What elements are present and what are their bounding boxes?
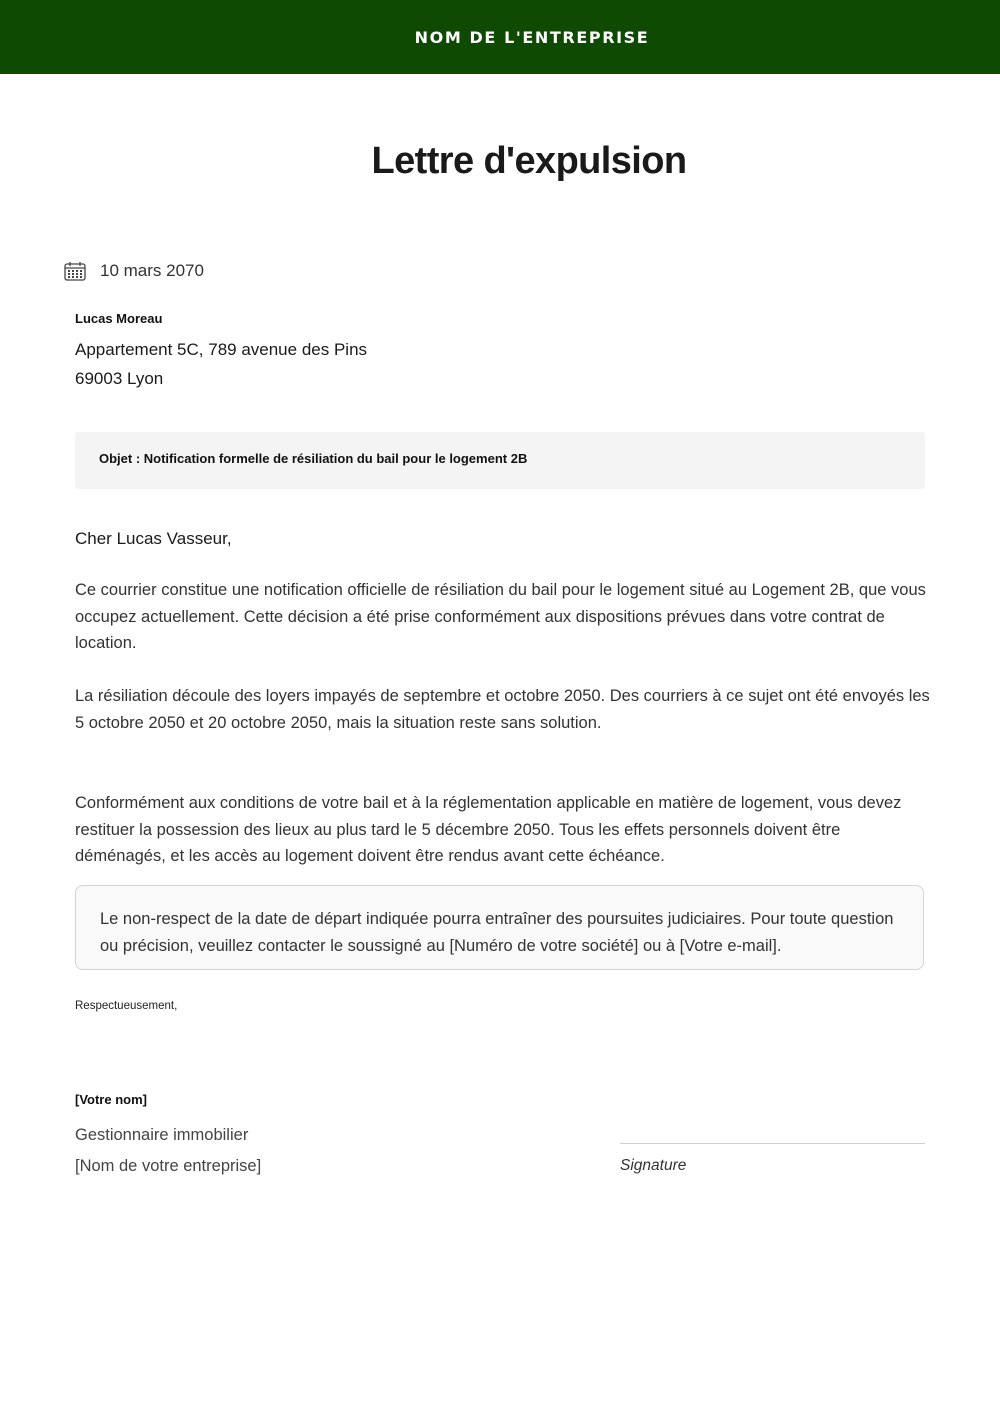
page-title: Lettre d'expulsion <box>371 140 687 182</box>
body-paragraph-3: Conformément aux conditions de votre bail et à la réglementation applicable en matière de logement, vous devez restituer la possession des lieux au plus tard le 5 décembre 2050. Tous les effets personnels doivent être déménagés, et les accès au logement doivent être rendus avant cette échéance. <box>75 794 902 866</box>
sender-role: Gestionnaire immobilier <box>75 1126 249 1144</box>
notice-box: Le non-respect de la date de départ indiquée pourra entraîner des poursuites judiciaires. Pour toute question ou précision, veuillez contacter le soussigné au [Numéro de votre société] ou à [Votre e-mail]. <box>75 885 924 970</box>
letter-date: 10 mars 2070 <box>100 261 204 280</box>
company-name: NOM DE L'ENTREPRISE <box>414 27 650 47</box>
signature-line <box>620 1143 925 1144</box>
body-paragraph-2: La résiliation découle des loyers impayés de septembre et octobre 2050. Des courriers à ce sujet ont été envoyés les 5 octobre 2050 et 20 octobre 2050, mais la situation reste sans solution. <box>75 687 930 732</box>
subject-box <box>75 432 925 489</box>
recipient-address-line1: Appartement 5C, 789 avenue des Pins <box>75 340 368 359</box>
calendar-icon <box>64 261 86 281</box>
header-bar <box>0 0 1000 74</box>
sender-name: [Votre nom] <box>75 1092 147 1107</box>
subject-text: Objet : Notification formelle de résiliation du bail pour le logement 2B <box>99 451 528 466</box>
closing: Respectueusement, <box>75 1000 178 1012</box>
signature-label: Signature <box>620 1157 687 1174</box>
salutation: Cher Lucas Vasseur, <box>75 529 232 548</box>
sender-company: [Nom de votre entreprise] <box>75 1157 262 1175</box>
recipient-name: Lucas Moreau <box>75 311 163 326</box>
body-paragraph-1: Ce courrier constitue une notification officielle de résiliation du bail pour le logement situé au Logement 2B, que vous occupez actuellement. Cette décision a été prise conformément aux dispositions prévues dans votre contrat de location. <box>75 581 926 653</box>
recipient-address-line2: 69003 Lyon <box>75 369 164 388</box>
date-row <box>64 261 204 281</box>
